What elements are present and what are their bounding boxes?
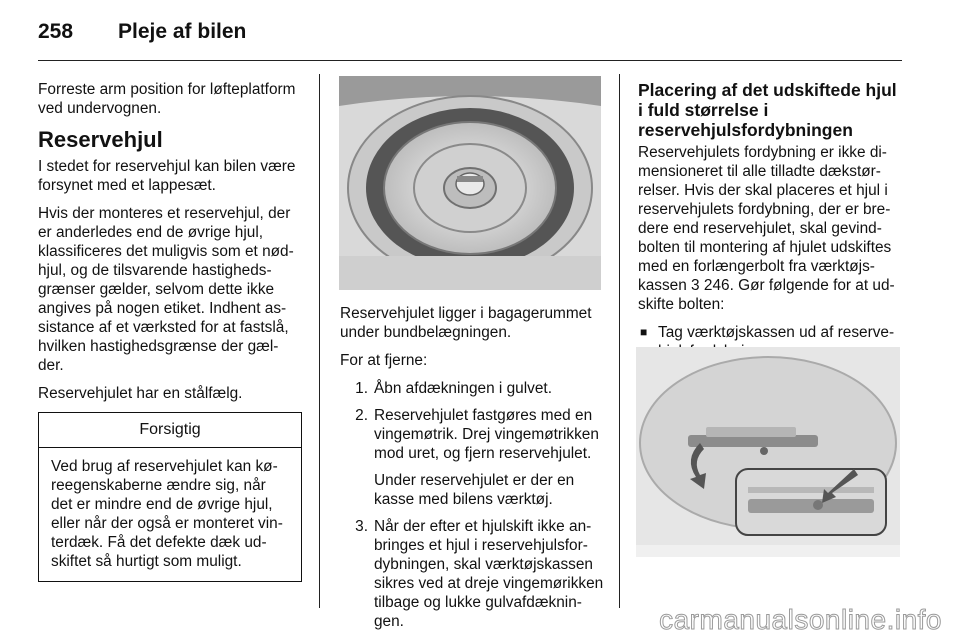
header-rule	[38, 60, 902, 61]
column-1	[38, 80, 302, 582]
intro-paragraph: Forreste arm position for løfteplatform ved undervognen.	[38, 81, 296, 117]
column-2	[340, 304, 606, 639]
toolbox-photo	[636, 347, 900, 557]
column-3	[638, 80, 902, 361]
list-item: 1. Åbn afdækningen i gulvet.	[355, 380, 552, 397]
page-number: 258	[38, 20, 74, 43]
caution-box	[38, 412, 302, 582]
section-heading-placering: Placering af det udskiftede hjul i fuld størrelse i reservehjulsfordybningen	[638, 80, 897, 140]
spare-wheel-photo	[339, 76, 601, 290]
watermark: carmanualsonline.info	[659, 604, 942, 635]
caution-body: Ved brug af reservehjulet kan kø-reegenskaberne ændre sig, når det er mindre end de øvrige hjul, eller når der også er monteret vin-terdæk. Få det defekte dæk ud-skiftet så hurtigt som muligt.	[51, 458, 283, 570]
column-divider-2	[619, 74, 620, 608]
paragraph: Reservehjulet har en stålfælg.	[38, 385, 243, 402]
bullet-item: ■ Tag værktøjskassen ud af reserve-	[638, 323, 902, 361]
square-bullet-icon: ■	[640, 325, 648, 339]
list-item: 2. Reservehjulet fastgøres med en vingemøtrik. Drej vingemøtrikken mod uret, og fjern reservehjulet. Under reservehjulet er der en kasse med bilens værktøj.	[355, 407, 599, 508]
paragraph: Reservehjulet ligger i bagagerummet under bundbelægningen.	[340, 305, 592, 341]
caution-title: Forsigtig	[39, 413, 301, 448]
section-heading-reservehjul: Reservehjul	[38, 127, 163, 152]
page-title: Pleje af bilen	[118, 20, 247, 43]
list-item: 3. Når der efter et hjulskift ikke an-bringes et hjul i reservehjulsfor-dybningen, skal værktøjskassen sikres ved at dreje vingemørikken tilbage og lukke gulvafdæknin-gen.	[355, 518, 604, 630]
column-divider-1	[319, 74, 320, 608]
paragraph: For at fjerne:	[340, 352, 428, 369]
page-reference-icon: 3	[691, 277, 700, 294]
paragraph: Hvis der monteres et reservehjul, der er anderledes end de øvrige hjul, klassificeres det muligvis som et nød-hjul, og de tilsvarende hastigheds-grænser gælder, selvom dette ikke angives på nogen etiket. Indhent as-sistance af et værksted for at fastslå, hvilken hastighedsgrænse der gæl-der.	[38, 205, 294, 374]
paragraph: Reservehjulets fordybning er ikke di-mensioneret til alle tilladte dækstør-relser. Hvis der skal placeres et hjul i reservehjulets fordybning, der er bre-dere end reservehjulet, skal gevind-bolten til montering af hjulet udskiftes med en forlængerbolt fra værktøjs-kassen 3 246. Gør følgende for at ud-skifte bolten:	[638, 144, 895, 313]
page-header	[38, 20, 246, 44]
paragraph: I stedet for reservehjul kan bilen være forsynet med et lappesæt.	[38, 158, 296, 194]
removal-steps	[340, 379, 606, 631]
